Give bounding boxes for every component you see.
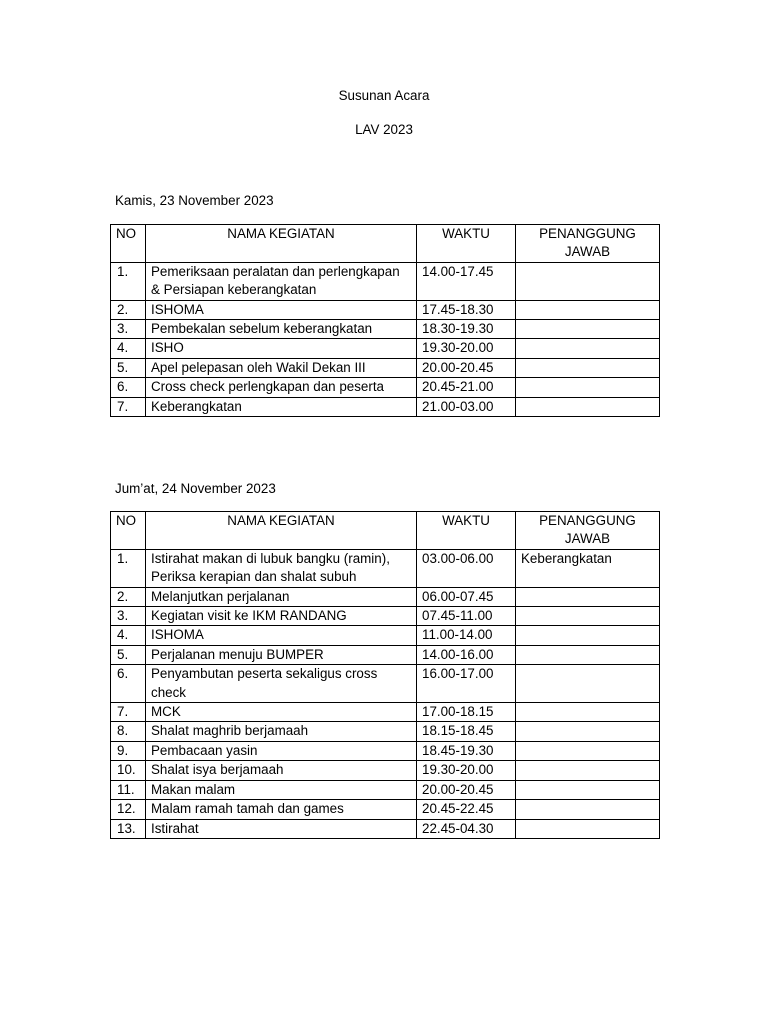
cell-no: 10.: [111, 761, 146, 780]
cell-nama-kegiatan: Keberangkatan: [146, 397, 417, 416]
cell-no: 1.: [111, 549, 146, 587]
cell-nama-kegiatan: Shalat isya berjamaah: [146, 761, 417, 780]
cell-nama-kegiatan: ISHO: [146, 339, 417, 358]
day1-rows: [111, 262, 660, 416]
cell-penanggung-jawab: [516, 378, 660, 397]
cell-waktu: 19.30-20.00: [417, 761, 516, 780]
cell-penanggung-jawab: [516, 703, 660, 722]
table-header-row: [111, 512, 660, 550]
cell-no: 9.: [111, 741, 146, 760]
cell-penanggung-jawab: [516, 800, 660, 819]
table-row: [111, 397, 660, 416]
cell-nama-kegiatan: ISHOMA: [146, 626, 417, 645]
cell-waktu: 20.00-20.45: [417, 780, 516, 799]
table-row: [111, 645, 660, 664]
cell-nama-kegiatan: Pembacaan yasin: [146, 741, 417, 760]
cell-waktu: 21.00-03.00: [417, 397, 516, 416]
cell-waktu: 14.00-17.45: [417, 262, 516, 300]
cell-penanggung-jawab: [516, 358, 660, 377]
cell-waktu: 22.45-04.30: [417, 819, 516, 838]
header-no: NO: [111, 512, 146, 550]
cell-penanggung-jawab: [516, 339, 660, 358]
cell-waktu: 20.45-21.00: [417, 378, 516, 397]
table-row: [111, 587, 660, 606]
cell-nama-kegiatan: MCK: [146, 703, 417, 722]
header-penanggung-jawab: PENANGGUNG JAWAB: [516, 225, 660, 263]
cell-no: 5.: [111, 358, 146, 377]
cell-nama-kegiatan: Makan malam: [146, 780, 417, 799]
cell-nama-kegiatan: Pembekalan sebelum keberangkatan: [146, 320, 417, 339]
table-row: [111, 378, 660, 397]
header-nama-kegiatan: NAMA KEGIATAN: [146, 225, 417, 263]
cell-no: 2.: [111, 587, 146, 606]
cell-no: 5.: [111, 645, 146, 664]
cell-no: 3.: [111, 607, 146, 626]
cell-waktu: 19.30-20.00: [417, 339, 516, 358]
cell-penanggung-jawab: [516, 722, 660, 741]
table-row: [111, 665, 660, 703]
cell-nama-kegiatan: Perjalanan menuju BUMPER: [146, 645, 417, 664]
cell-no: 2.: [111, 300, 146, 319]
cell-no: 7.: [111, 703, 146, 722]
cell-nama-kegiatan: Istirahat makan di lubuk bangku (ramin), Periksa kerapian dan shalat subuh: [146, 549, 417, 587]
table-row: [111, 339, 660, 358]
table-row: [111, 358, 660, 377]
cell-waktu: 18.15-18.45: [417, 722, 516, 741]
cell-penanggung-jawab: [516, 397, 660, 416]
cell-waktu: 20.00-20.45: [417, 358, 516, 377]
cell-no: 7.: [111, 397, 146, 416]
cell-penanggung-jawab: [516, 262, 660, 300]
table-row: [111, 300, 660, 319]
schedule-table-day1: [110, 224, 660, 417]
cell-nama-kegiatan: ISHOMA: [146, 300, 417, 319]
cell-no: 13.: [111, 819, 146, 838]
document-title: Susunan Acara: [338, 88, 430, 103]
table-row: [111, 741, 660, 760]
cell-waktu: 16.00-17.00: [417, 665, 516, 703]
table-row: [111, 549, 660, 587]
cell-nama-kegiatan: Istirahat: [146, 819, 417, 838]
cell-waktu: 17.45-18.30: [417, 300, 516, 319]
table-row: [111, 780, 660, 799]
table-header-row: [111, 225, 660, 263]
cell-penanggung-jawab: [516, 300, 660, 319]
cell-no: 4.: [111, 626, 146, 645]
schedule-table-day2: [110, 511, 660, 839]
cell-penanggung-jawab: [516, 587, 660, 606]
cell-penanggung-jawab: [516, 780, 660, 799]
table-row: [111, 800, 660, 819]
header-nama-kegiatan: NAMA KEGIATAN: [146, 512, 417, 550]
cell-no: 3.: [111, 320, 146, 339]
cell-penanggung-jawab: [516, 761, 660, 780]
cell-no: 1.: [111, 262, 146, 300]
cell-nama-kegiatan: Cross check perlengkapan dan peserta: [146, 378, 417, 397]
cell-nama-kegiatan: Pemeriksaan peralatan dan perlengkapan & Persiapan keberangkatan: [146, 262, 417, 300]
cell-no: 12.: [111, 800, 146, 819]
table-row: [111, 722, 660, 741]
cell-penanggung-jawab: [516, 320, 660, 339]
cell-waktu: 03.00-06.00: [417, 549, 516, 587]
document-subtitle: LAV 2023: [355, 122, 413, 137]
header-waktu: WAKTU: [417, 512, 516, 550]
cell-penanggung-jawab: [516, 819, 660, 838]
day2-rows: [111, 549, 660, 838]
cell-nama-kegiatan: Kegiatan visit ke IKM RANDANG: [146, 607, 417, 626]
cell-penanggung-jawab: [516, 645, 660, 664]
table-row: [111, 761, 660, 780]
cell-no: 11.: [111, 780, 146, 799]
table-row: [111, 607, 660, 626]
cell-waktu: 18.45-19.30: [417, 741, 516, 760]
cell-nama-kegiatan: Melanjutkan perjalanan: [146, 587, 417, 606]
cell-no: 8.: [111, 722, 146, 741]
cell-no: 4.: [111, 339, 146, 358]
cell-waktu: 06.00-07.45: [417, 587, 516, 606]
table-row: [111, 703, 660, 722]
cell-no: 6.: [111, 378, 146, 397]
table-row: [111, 626, 660, 645]
cell-penanggung-jawab: [516, 607, 660, 626]
cell-penanggung-jawab: [516, 665, 660, 703]
table-row: [111, 320, 660, 339]
cell-waktu: 18.30-19.30: [417, 320, 516, 339]
cell-waktu: 07.45-11.00: [417, 607, 516, 626]
cell-penanggung-jawab: [516, 741, 660, 760]
cell-nama-kegiatan: Malam ramah tamah dan games: [146, 800, 417, 819]
table-row: [111, 262, 660, 300]
header-waktu: WAKTU: [417, 225, 516, 263]
cell-nama-kegiatan: Penyambutan peserta sekaligus cross check: [146, 665, 417, 703]
cell-penanggung-jawab: [516, 626, 660, 645]
cell-nama-kegiatan: Shalat maghrib berjamaah: [146, 722, 417, 741]
day2-date: Jum’at, 24 November 2023: [115, 481, 276, 496]
cell-nama-kegiatan: Apel pelepasan oleh Wakil Dekan III: [146, 358, 417, 377]
day1-date: Kamis, 23 November 2023: [115, 193, 274, 208]
cell-no: 6.: [111, 665, 146, 703]
cell-waktu: 14.00-16.00: [417, 645, 516, 664]
table-row: [111, 819, 660, 838]
header-penanggung-jawab: PENANGGUNG JAWAB: [516, 512, 660, 550]
cell-waktu: 11.00-14.00: [417, 626, 516, 645]
cell-waktu: 17.00-18.15: [417, 703, 516, 722]
header-no: NO: [111, 225, 146, 263]
cell-waktu: 20.45-22.45: [417, 800, 516, 819]
cell-penanggung-jawab: Keberangkatan: [516, 549, 660, 587]
